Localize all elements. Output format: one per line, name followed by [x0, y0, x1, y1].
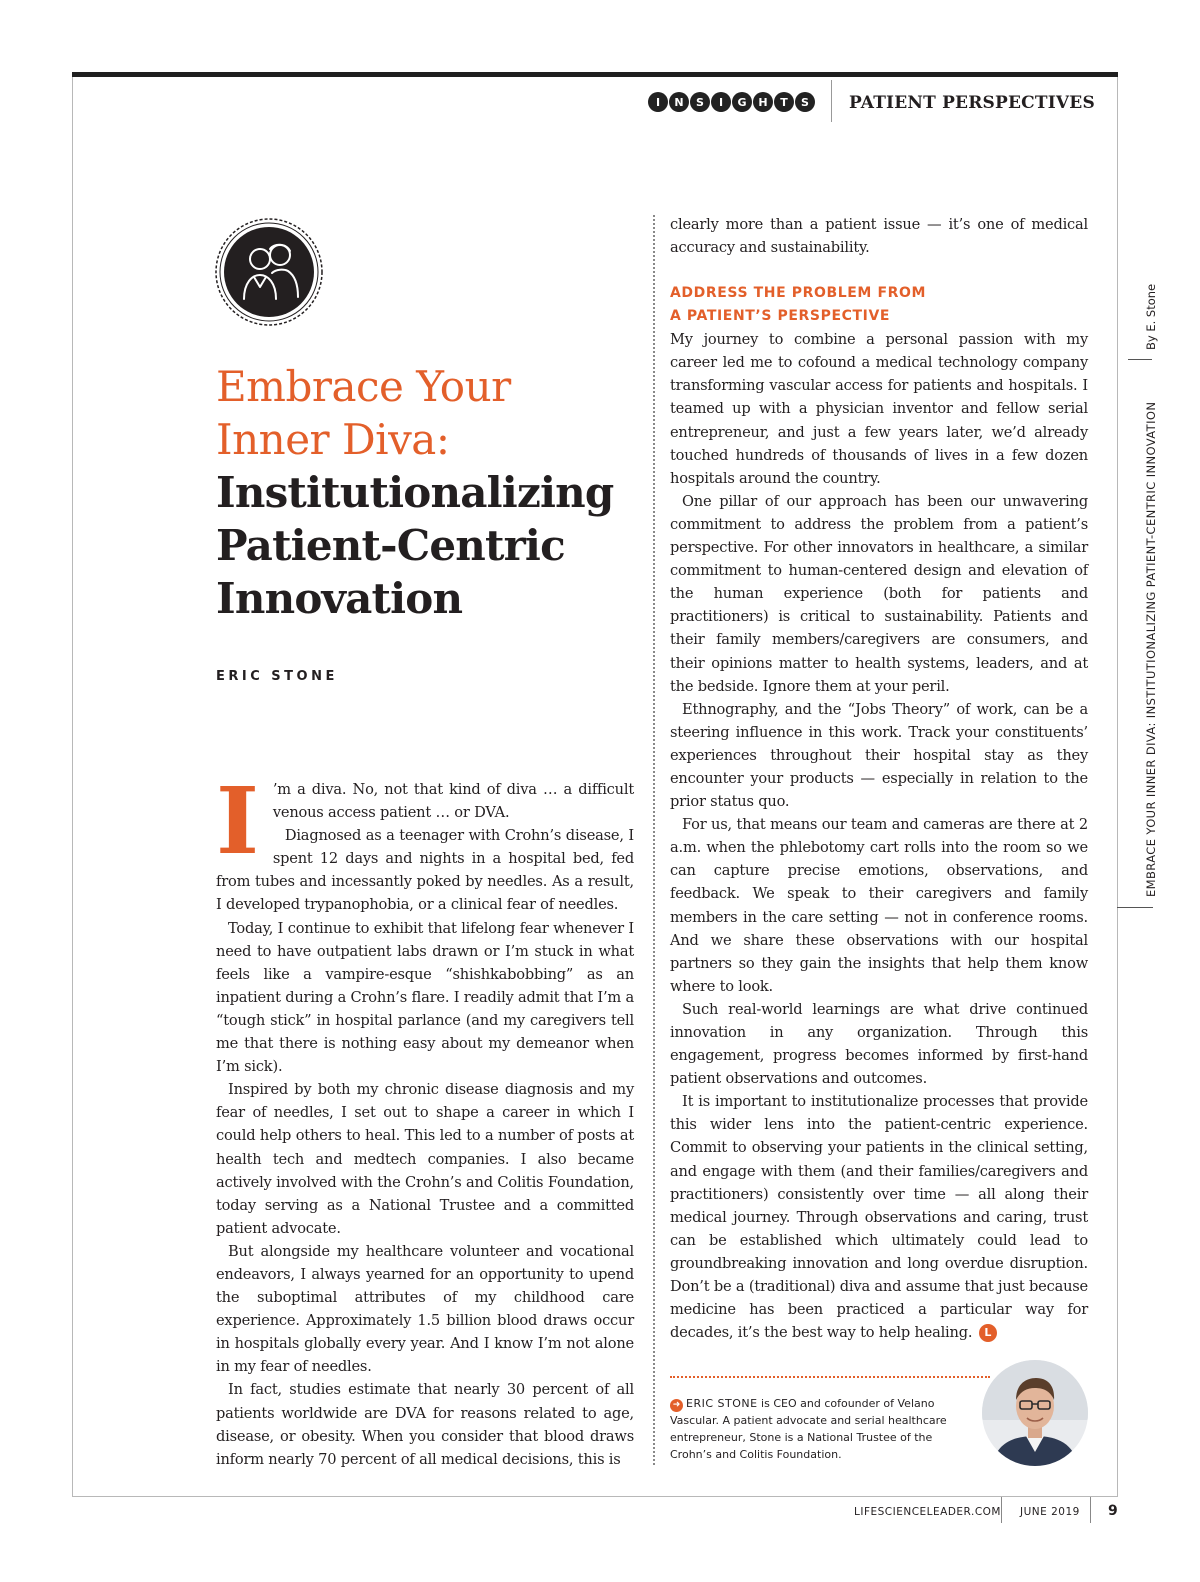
subheading: [670, 282, 1088, 328]
title-line: Innovation: [216, 574, 463, 623]
paragraph: Inspired by both my chronic disease diagnosis and my fear of needles, I set out to shape a career in which I could help others to heal. This led to a number of posts at health tech and medtech companies. I also became actively involved with the Crohn’s and Colitis Foundation, today serving as a National Trustee and a committed patient advocate.: [216, 1081, 634, 1237]
page-number: 9: [1108, 1503, 1118, 1519]
title-line: Inner Diva:: [216, 415, 450, 464]
insights-letter: S: [795, 92, 815, 112]
title-line: Embrace Your: [216, 362, 511, 411]
paragraph-last: [670, 1090, 1088, 1344]
paragraph: My journey to combine a personal passion with my career led me to cofound a medical technology company transforming vascular access for patients and hospitals. I teamed up with a physician inventor and fellow serial entrepreneur, and just a few years later, we’d already touched hundreds of thousands of lives in a few dozen hospitals around the country.: [670, 331, 1088, 487]
footer-separator: [1001, 1497, 1002, 1523]
article-title: [216, 360, 636, 625]
author-byline: ERIC STONE: [216, 669, 338, 684]
footer-date: JUNE 2019: [1020, 1506, 1080, 1518]
paragraph: Today, I continue to exhibit that lifelong fear whenever I need to have outpatient labs drawn or I’m stuck in what feels like a vampire-esque “shishkabobbing” as an inpatient during a Crohn’s flare. I readily admit that I’m a “tough stick” in hospital parlance (and my caregivers tell me that there is nothing easy about my demeanor when I’m sick).: [216, 919, 634, 1076]
bio-name: ERIC STONE: [686, 1397, 758, 1410]
insights-letter: T: [774, 92, 794, 112]
sidebar-separator: [1128, 359, 1152, 360]
frame-right-line: [1117, 77, 1118, 1497]
sidebar-author: By E. Stone: [1144, 283, 1158, 350]
insights-letter: S: [690, 92, 710, 112]
bio-divider: [670, 1376, 990, 1378]
author-avatar: [982, 1360, 1088, 1466]
insights-letter: N: [669, 92, 689, 112]
insights-letter: I: [711, 92, 731, 112]
left-column: [216, 767, 634, 1471]
paragraph: clearly more than a patient issue — it’s one of medical accuracy and sustainability.: [670, 216, 1088, 257]
paragraph: For us, that means our team and cameras are there at 2 a.m. when the phlebotomy cart rolls into the room so we can capture precise emotions, observations, and feedback. We speak to their caregivers and family members in the care setting — not in conference rooms. And we share these observations with our hospital partners so they gain the insights that help them know where to look.: [670, 816, 1088, 995]
header-separator: [831, 80, 832, 122]
paragraph: One pillar of our approach has been our unwavering commitment to address the problem from a patient’s perspective. For other innovators in healthcare, a similar commitment to human-centered design and elevation of the human experience (both for patients and practitioners) is critical to sustainability. Patients and their family members/caregivers are consumers, and their opinions matter to health systems, leaders, and at the bedside. Ignore them at your peril.: [670, 492, 1088, 695]
paragraph: But alongside my healthcare volunteer and vocational endeavors, I always yearned for an opportunity to upend the suboptimal attributes of my childhood care experience. Approximately 1.5 billion blood draws occur in hospitals globally every year. And I know I’m not alone in my fear of needles.: [216, 1242, 634, 1376]
paragraph: Diagnosed as a teenager with Crohn’s disease, I spent 12 days and nights in a hospital bed, fed from tubes and incessantly poked by needles. As a result, I developed trypanophobia, or a clinical fear of needles.: [216, 827, 634, 914]
frame-bottom-line: [72, 1496, 1118, 1497]
insights-logo: [648, 92, 815, 112]
drop-cap: I: [216, 767, 259, 875]
paragraph: Such real-world learnings are what drive continued innovation in any organization. Through this engagement, progress becomes informed by first-hand patient observations and outcomes.: [670, 1000, 1088, 1088]
paragraph: Ethnography, and the “Jobs Theory” of work, can be a steering influence in this work. Track your constituents’ experiences throughout their hospital stay as they encounter your products — especially in relation to the prior status quo.: [670, 700, 1088, 811]
sidebar-bottom-rule: [1117, 907, 1153, 908]
sidebar-running-title: EMBRACE YOUR INNER DIVA: INSTITUTIONALIZING PATIENT-CENTRIC INNOVATION: [1144, 401, 1158, 897]
subheading-line: ADDRESS THE PROBLEM FROM: [670, 285, 927, 302]
paragraph: ’m a diva. No, not that kind of diva … a difficult venous access patient … or DVA.: [272, 781, 634, 822]
right-column: [670, 213, 1088, 1344]
paragraph-text: It is important to institutionalize processes that provide this wider lens into the patient-centric experience. Commit to observing your patients in the clinical setting, and engage with them (and their families/caregivers and practitioners) consistently over time — all along their medical journey. Through observations and caring, trust can be established which ultimately could lead to groundbreaking innovation and long overdue disruption. Don’t be a (traditional) diva and assume that just because medicine has been practiced a particular way for decades, it’s the best way to help healing.: [670, 1093, 1088, 1342]
section-label: PATIENT PERSPECTIVES: [849, 93, 1095, 113]
top-rule: [72, 72, 1118, 77]
footer-site: LIFESCIENCELEADER.COM: [854, 1506, 1001, 1518]
arrow-right-icon: ➜: [670, 1399, 683, 1412]
title-line: Patient-Centric: [216, 521, 565, 570]
author-bio: [670, 1395, 975, 1463]
insights-letter: I: [648, 92, 668, 112]
paragraph: In fact, studies estimate that nearly 30 percent of all patients worldwide are DVA for reasons related to age, disease, or obesity. When you consider that blood draws inform nearly 70 percent of all medical decisions, this is: [216, 1381, 634, 1468]
insights-letter: H: [753, 92, 773, 112]
footer-separator: [1090, 1497, 1091, 1523]
column-divider: [653, 215, 655, 1465]
title-line: Institutionalizing: [216, 468, 614, 517]
frame-left-line: [72, 77, 73, 1497]
people-icon: [214, 217, 324, 327]
subheading-line: A PATIENT’S PERSPECTIVE: [670, 308, 891, 325]
insights-letter: G: [732, 92, 752, 112]
end-mark-icon: L: [979, 1324, 997, 1342]
bio-text: is CEO and cofounder of Velano Vascular. A patient advocate and serial healthcare entrepreneur, Stone is a National Trustee of the Crohn’s and Colitis Foundation.: [670, 1397, 947, 1461]
